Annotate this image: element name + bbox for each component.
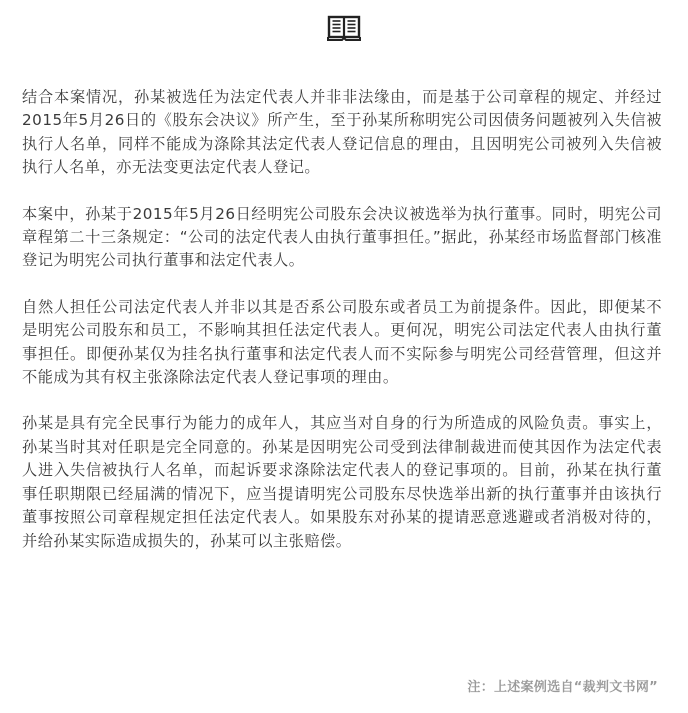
paragraph-3: 自然人担任公司法定代表人并非以其是否系公司股东或者员工为前提条件。因此，即便某不是明宪公司股东和员工，不影响其担任法定代表人。更何况，明宪公司法定代表人由执行董事担任。即便孙某仅为挂名执行董事和法定代表人而不实际参与明宪公司经营管理，但这并不能成为其有权主张涤除法定代表人登记事项的理由。 xyxy=(22,297,662,387)
paragraph-1: 结合本案情况，孙某被选任为法定代表人并非非法缘由，而是基于公司章程的规定、并经过2015年5月26日的《股东会决议》所产生，至于孙某所称明宪公司因债务问题被列入失信被执行人名单，同样不能成为涤除其法定代表人登记信息的理由，且因明宪公司被列入失信被执行人名单，亦无法变更法定代表人登记。 xyxy=(22,88,662,177)
article-body xyxy=(22,86,662,576)
open-book-icon xyxy=(327,14,361,42)
paragraph-2: 本案中，孙某于2015年5月26日经明宪公司股东会决议被选举为执行董事。同时，明宪公司章程第二十三条规定：“公司的法定代表人由执行董事担任。”据此，孙某经市场监督部门核准登记为明宪公司执行董事和法定代表人。 xyxy=(22,204,662,270)
source-note: 注：上述案例选自“裁判文书网” xyxy=(467,680,658,695)
header xyxy=(0,14,688,42)
paragraph-4: 孙某是具有完全民事行为能力的成年人，其应当对自身的行为所造成的风险负责。事实上，孙某当时其对任职是完全同意的。孙某是因明宪公司受到法律制裁进而使其因作为法定代表人进入失信被执行人名单，而起诉要求涤除法定代表人的登记事项的。目前，孙某在执行董事任职期限已经届满的情况下，应当提请明宪公司股东尽快选举出新的执行董事并由该执行董事按照公司章程规定担任法定代表人。如果股东对孙某的提请恶意逃避或者消极对待的，并给孙某实际造成损失的，孙某可以主张赔偿。 xyxy=(22,414,662,550)
